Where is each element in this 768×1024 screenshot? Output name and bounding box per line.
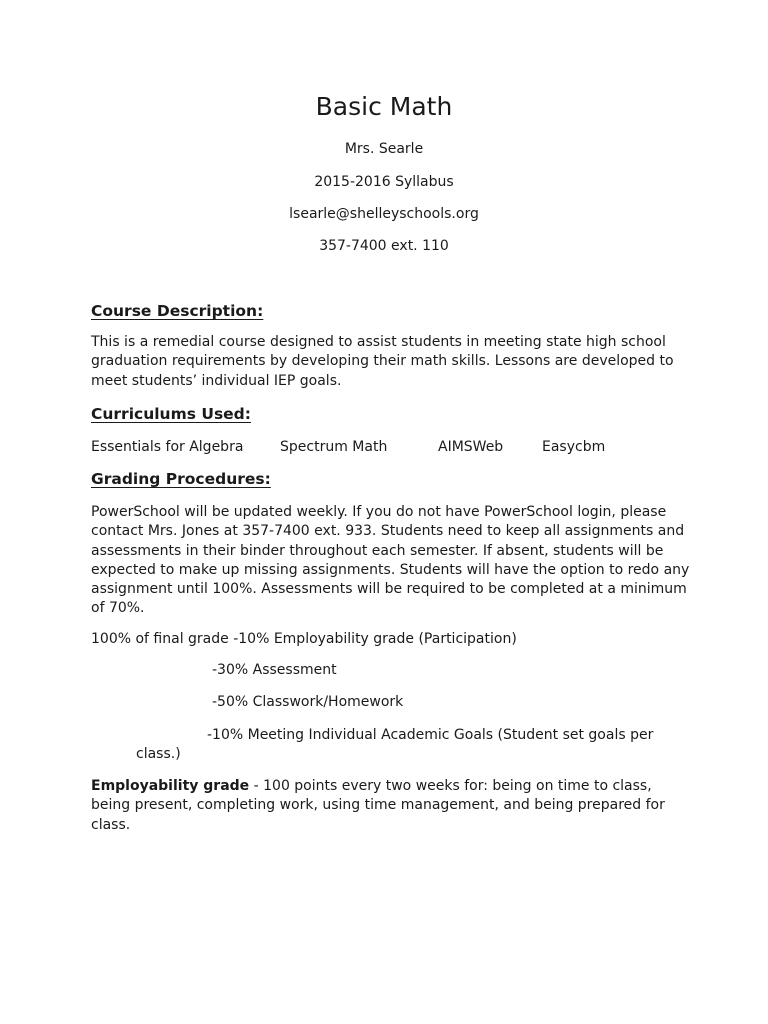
grade-breakdown-item: -30% Assessment <box>212 662 337 678</box>
employability-text: - 100 points every two weeks for: being on time to class, being present, completing work, using time management, and being prepared for class. <box>91 778 665 833</box>
course-description-heading: Course Description: <box>91 302 264 320</box>
teacher-email: lsearle@shelleyschools.org <box>289 206 479 222</box>
syllabus-year: 2015-2016 Syllabus <box>314 174 454 190</box>
grade-breakdown-intro: 100% of final grade -10% Employability grade (Participation) <box>91 631 517 647</box>
grading-heading: Grading Procedures: <box>91 470 271 488</box>
grade-breakdown-item: -10% Meeting Individual Academic Goals (Student set goals per <box>207 727 654 743</box>
curriculums-heading: Curriculums Used: <box>91 405 251 423</box>
curriculum-item: Easycbm <box>542 439 606 455</box>
grading-text: PowerSchool will be updated weekly. If you do not have PowerSchool login, please contact Mrs. Jones at 357-7400 ext. 933. Students need to keep all assignments and assessments in their binder throughout each semester. If absent, students will be expected to make up missing assignments. Students will have the option to redo any assignment until 100%. Assessments will be required to be completed at a minimum of 70%. <box>91 504 690 617</box>
employability-paragraph <box>91 777 686 835</box>
curriculum-item: Spectrum Math <box>280 439 388 455</box>
grade-breakdown-continuation: class.) <box>136 746 181 762</box>
curriculum-item: AIMSWeb <box>438 439 504 455</box>
grade-breakdown-item: -50% Classwork/Homework <box>212 694 404 710</box>
course-description-text: This is a remedial course designed to assist students in meeting state high school graduation requirements by developing their math skills. Lessons are developed to meet students’ individual IEP goals. <box>91 334 674 389</box>
teacher-name: Mrs. Searle <box>344 141 424 157</box>
employability-label: Employability grade <box>91 778 250 794</box>
curriculum-item: Essentials for Algebra <box>91 439 244 455</box>
teacher-phone: 357-7400 ext. 110 <box>319 238 449 254</box>
document-title: Basic Math <box>315 92 453 121</box>
